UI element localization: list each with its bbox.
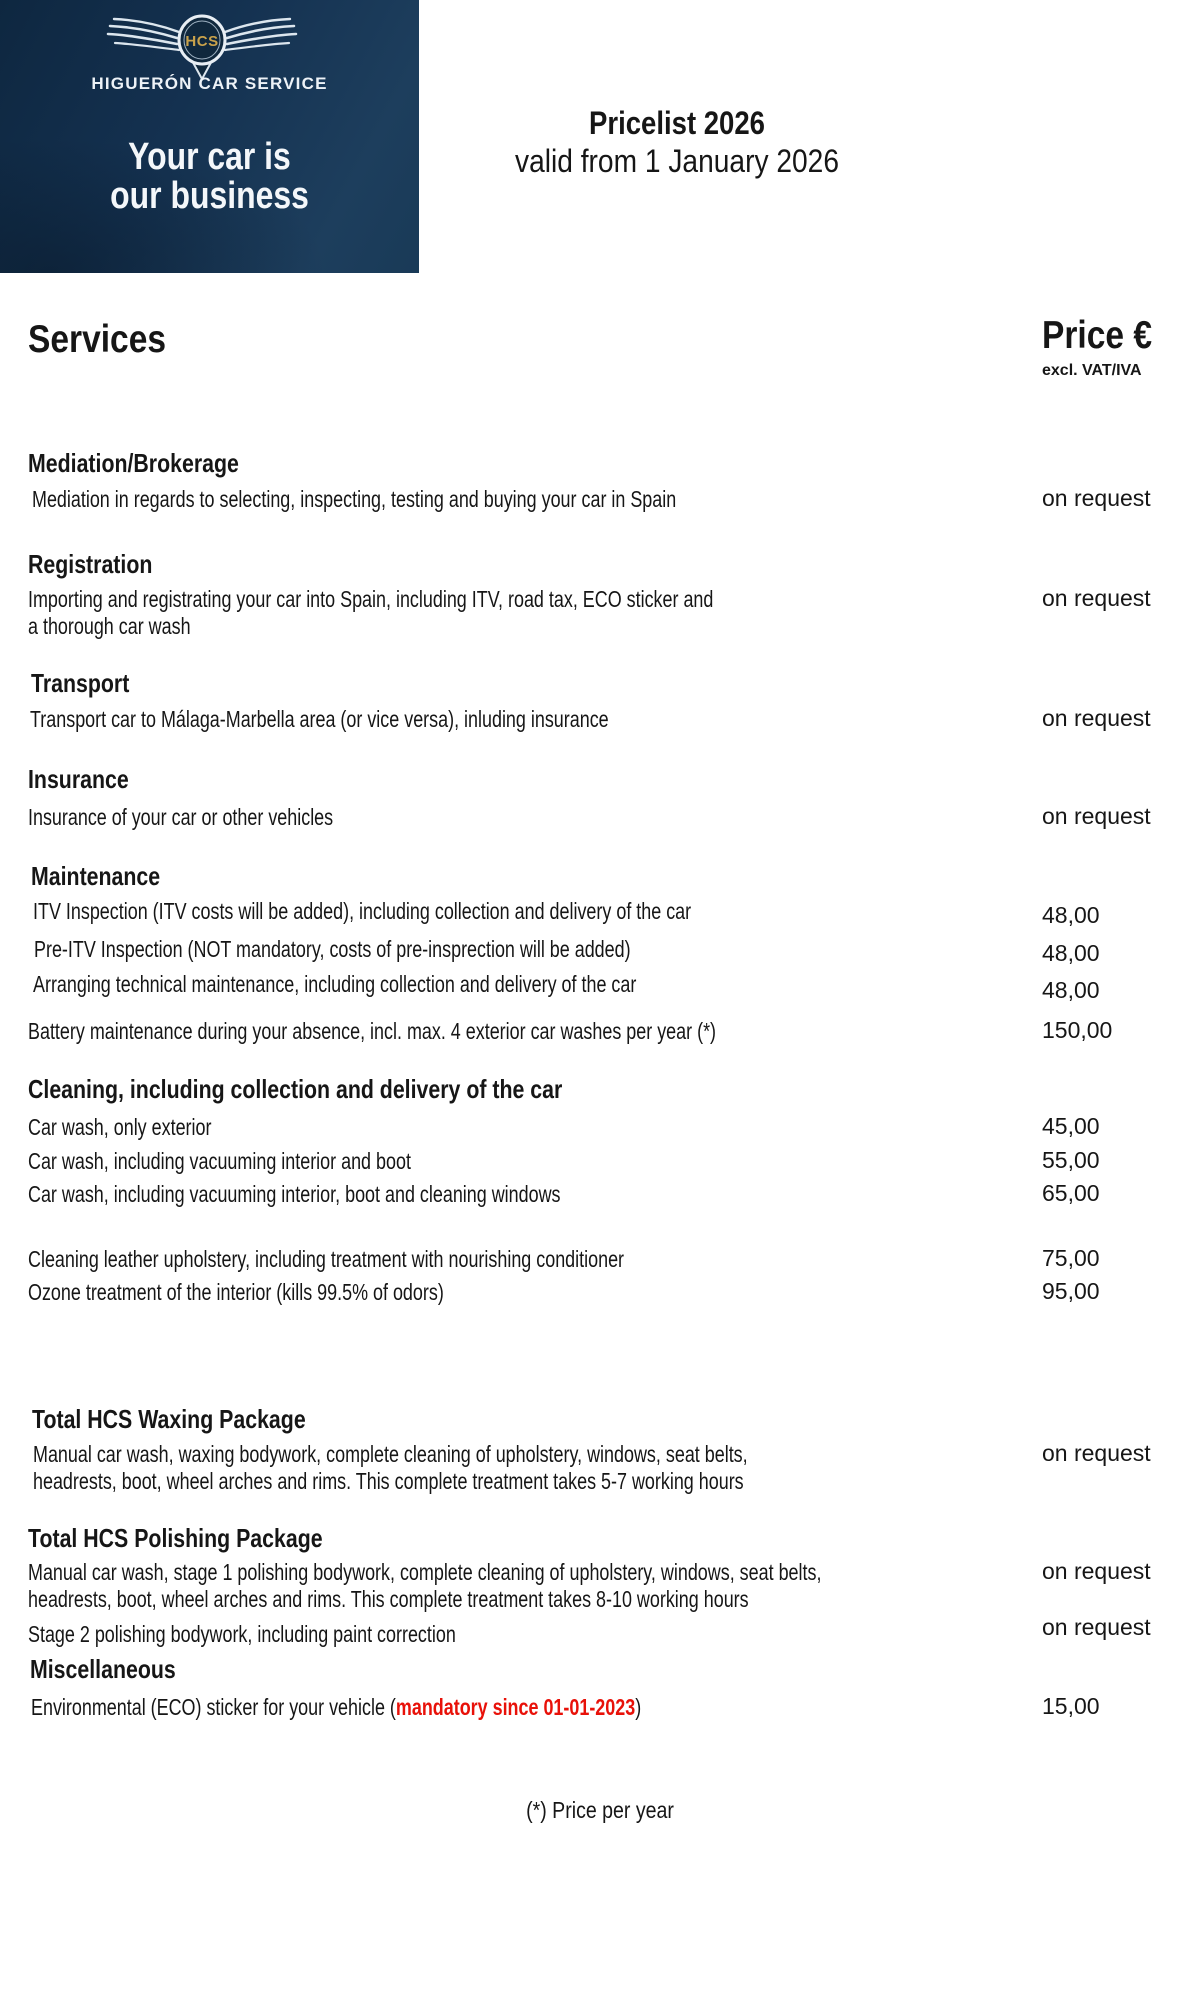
service-description: Arranging technical maintenance, including collection and delivery of the car xyxy=(33,971,637,997)
brand-name: HIGUERÓN CAR SERVICE xyxy=(91,74,328,93)
pricelist-title-block xyxy=(419,104,935,180)
section-heading: Total HCS Waxing Package xyxy=(32,1404,306,1434)
section-heading: Insurance xyxy=(28,764,129,794)
service-description: Insurance of your car or other vehicles xyxy=(28,804,334,830)
price-per-year-note: (*) Price per year xyxy=(526,1797,674,1823)
service-price: on request xyxy=(1042,1558,1151,1584)
service-description: Manual car wash, stage 1 polishing bodywork, complete cleaning of upholstery, windows, seat belts, headrests, boot, wheel arches and rims. This complete treatment takes 8-10 working hours xyxy=(28,1559,822,1612)
section-heading: Maintenance xyxy=(31,861,161,891)
mandatory-highlight: mandatory since 01-01-2023 xyxy=(395,1694,636,1720)
brand-tagline xyxy=(34,138,386,216)
service-price: 95,00 xyxy=(1042,1278,1100,1304)
service-description: Cleaning leather upholstery, including treatment with nourishing conditioner xyxy=(28,1246,625,1272)
service-description: ITV Inspection (ITV costs will be added), including collection and delivery of the car xyxy=(33,898,692,924)
service-description: Car wash, only exterior xyxy=(28,1114,212,1140)
section-heading: Registration xyxy=(28,549,153,579)
section-heading: Miscellaneous xyxy=(30,1654,176,1684)
service-description: Car wash, including vacuuming interior and boot xyxy=(28,1148,411,1174)
price-column-header: Price € xyxy=(1042,314,1153,357)
wing-right-icon xyxy=(225,19,296,50)
section-heading: Cleaning, including collection and delivery of the car xyxy=(28,1074,563,1104)
section-heading: Total HCS Polishing Package xyxy=(28,1523,323,1553)
service-price: on request xyxy=(1042,485,1151,511)
service-description: Manual car wash, waxing bodywork, complete cleaning of upholstery, windows, seat belts, headrests, boot, wheel arches and rims. This complete treatment takes 5-7 working hours xyxy=(33,1441,748,1494)
service-price: 65,00 xyxy=(1042,1180,1100,1206)
doc-title: Pricelist 2026 xyxy=(589,105,765,141)
emblem-monogram: HCS xyxy=(185,33,219,50)
tagline-line2: our business xyxy=(110,175,309,217)
service-price: 45,00 xyxy=(1042,1113,1100,1139)
vat-note: excl. VAT/IVA xyxy=(1042,362,1142,379)
service-price: 48,00 xyxy=(1042,977,1100,1003)
service-description: Pre-ITV Inspection (NOT mandatory, costs of pre-insprection will be added) xyxy=(34,936,631,962)
service-description: Ozone treatment of the interior (kills 99.5% of odors) xyxy=(28,1279,444,1305)
service-price: 48,00 xyxy=(1042,902,1100,928)
service-price: 75,00 xyxy=(1042,1245,1100,1271)
services-column-header: Services xyxy=(28,318,167,361)
service-price: 150,00 xyxy=(1042,1017,1113,1043)
section-heading: Transport xyxy=(31,668,130,698)
section-heading: Mediation/Brokerage xyxy=(28,448,239,478)
service-price: 48,00 xyxy=(1042,940,1100,966)
service-description: Environmental (ECO) sticker for your vehicle (mandatory since 01-01-2023) xyxy=(31,1694,642,1720)
service-price: 55,00 xyxy=(1042,1147,1100,1173)
service-description: Stage 2 polishing bodywork, including paint correction xyxy=(28,1621,456,1647)
service-price: on request xyxy=(1042,1614,1151,1640)
service-description: Car wash, including vacuuming interior, boot and cleaning windows xyxy=(28,1181,561,1207)
service-description: Battery maintenance during your absence, incl. max. 4 exterior car washes per year (*) xyxy=(28,1018,717,1044)
service-description: Transport car to Málaga-Marbella area (or vice versa), inluding insurance xyxy=(30,706,609,732)
service-price: on request xyxy=(1042,705,1151,731)
service-price: on request xyxy=(1042,1440,1151,1466)
service-description: Mediation in regards to selecting, inspecting, testing and buying your car in Spain xyxy=(32,486,677,512)
service-price: on request xyxy=(1042,803,1151,829)
tagline-line1: Your car is xyxy=(128,136,291,178)
brand-banner xyxy=(0,0,419,273)
wing-left-icon xyxy=(108,19,179,50)
service-price: on request xyxy=(1042,585,1151,611)
service-description: Importing and registrating your car into Spain, including ITV, road tax, ECO sticker and a thorough car wash xyxy=(28,586,714,639)
service-price: 15,00 xyxy=(1042,1693,1100,1719)
doc-subtitle: valid from 1 January 2026 xyxy=(514,143,840,179)
